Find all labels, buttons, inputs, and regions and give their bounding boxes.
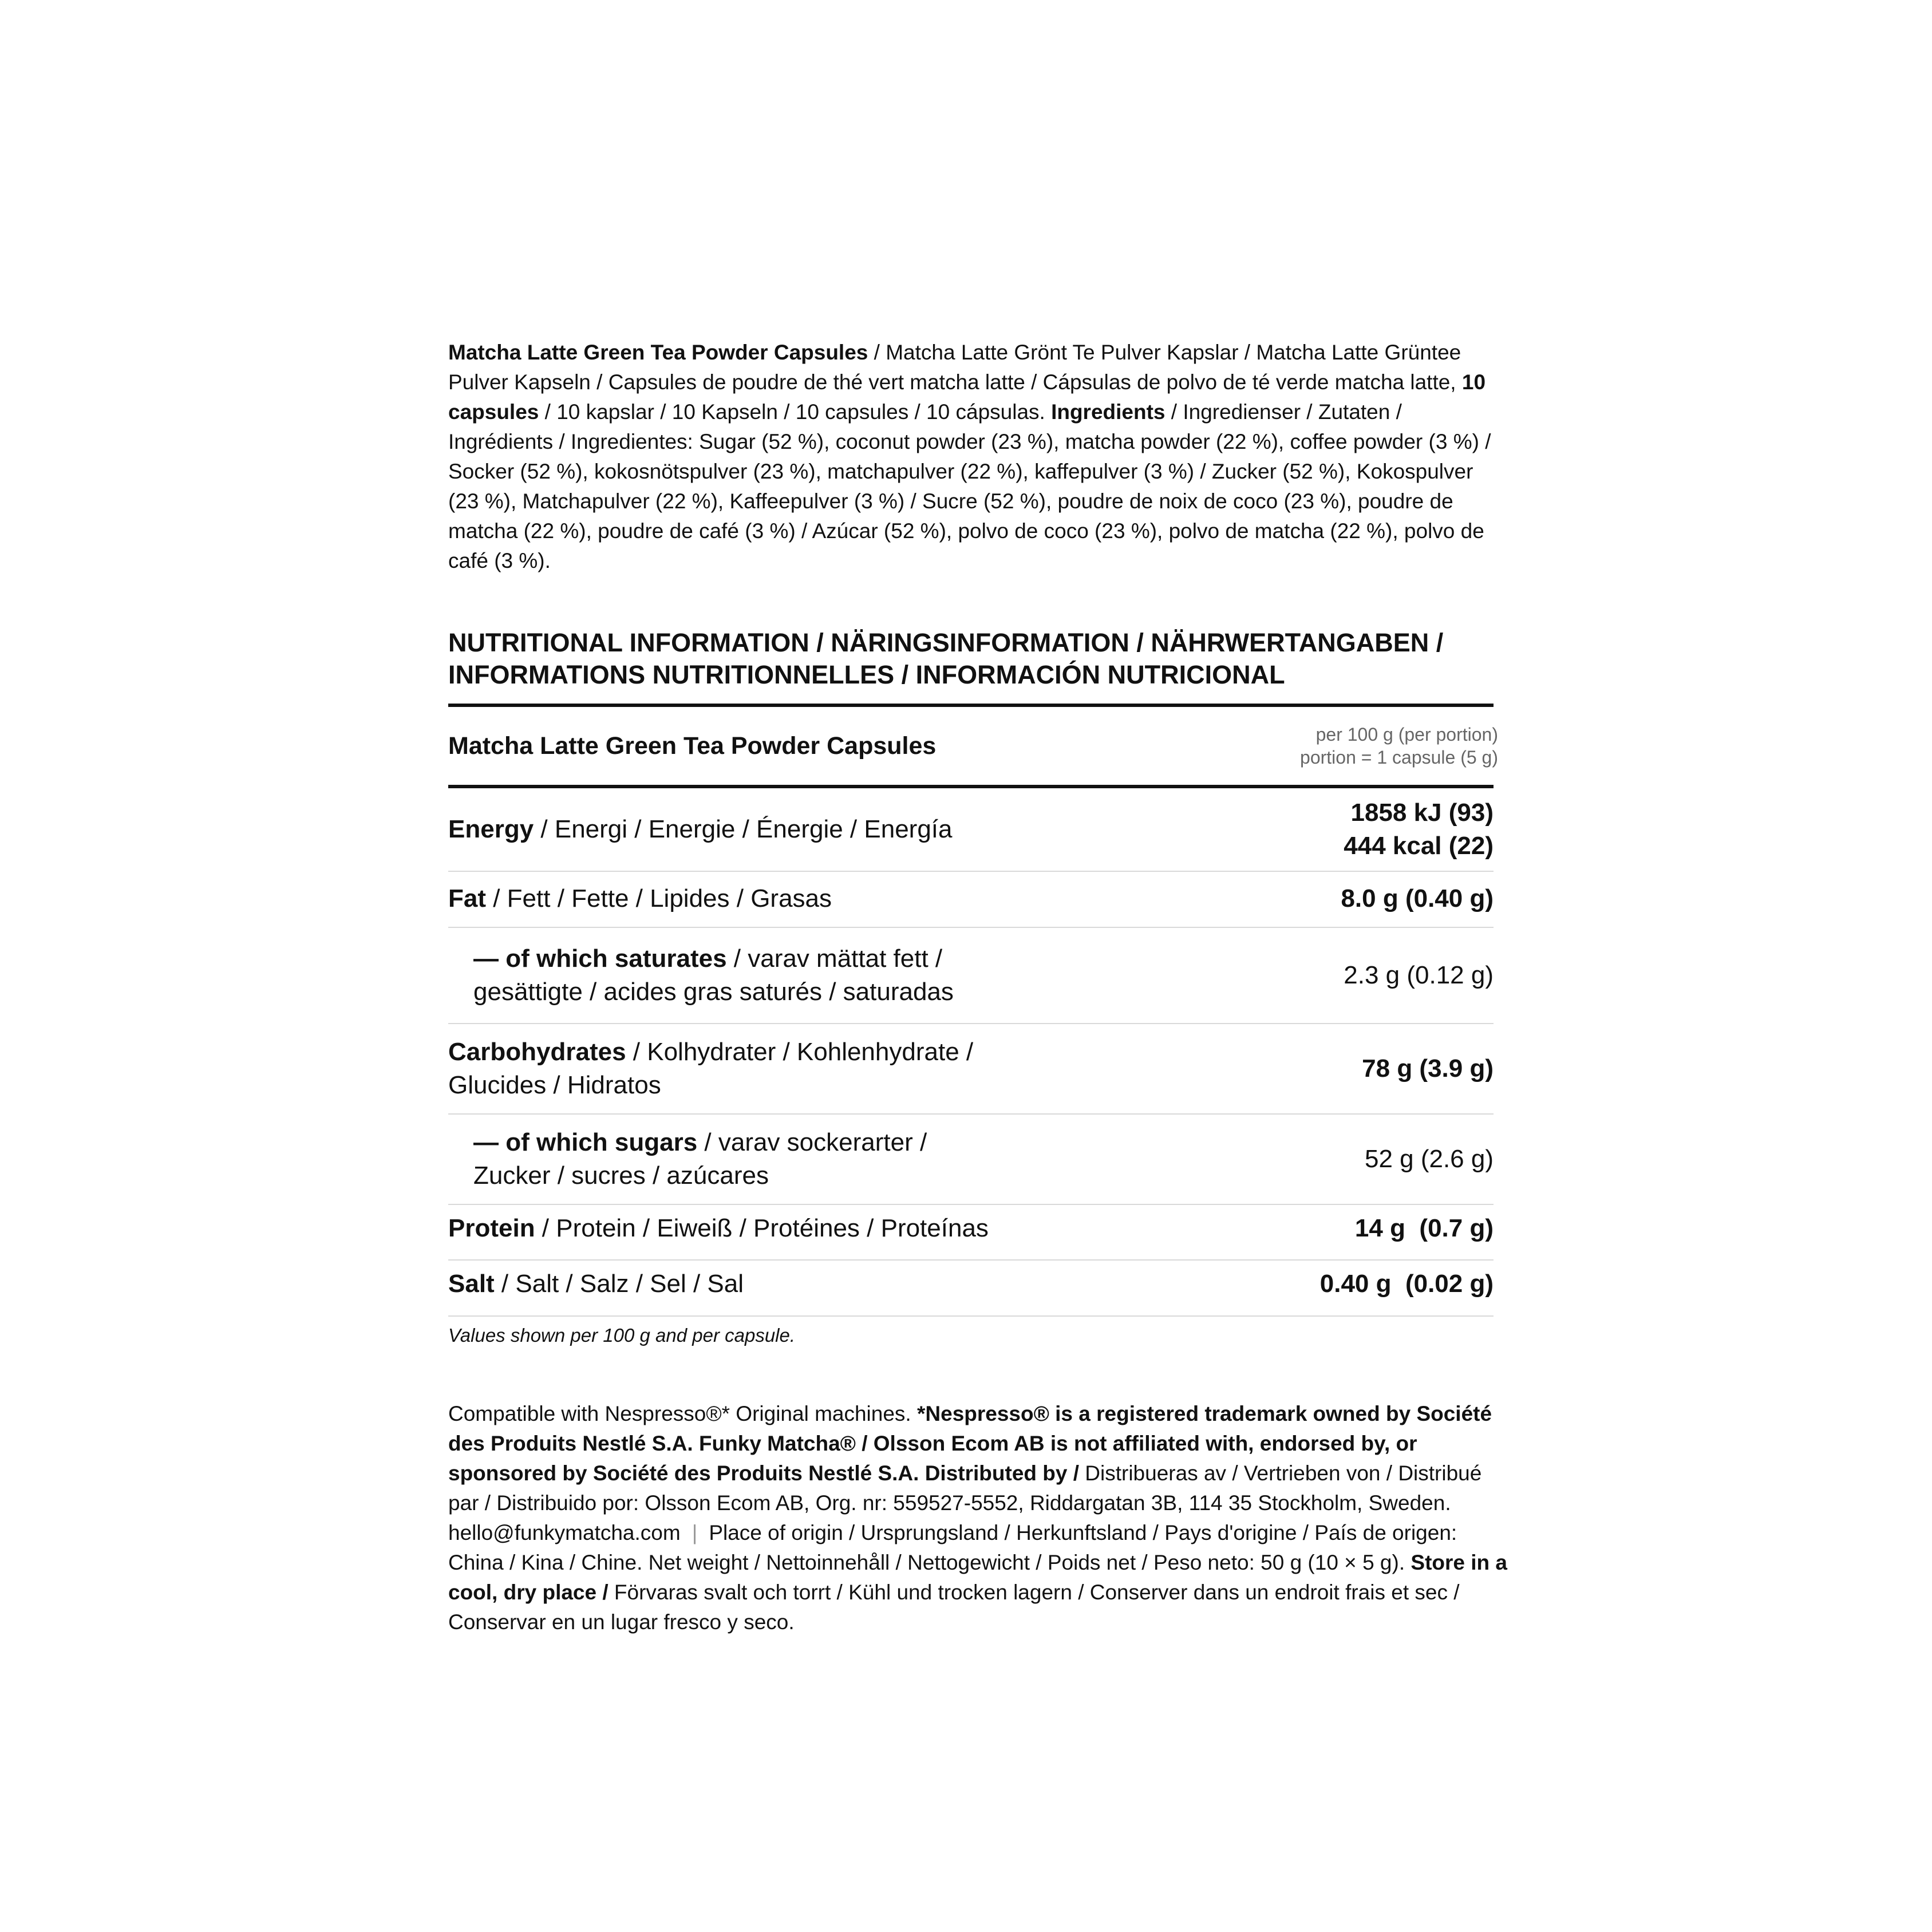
saturates-label [448, 942, 954, 1009]
product-description [448, 338, 1507, 576]
compatibility-text: Compatible with Nespresso®* Original machines. [448, 1402, 917, 1425]
origin-weight-text: Place of origin / Ursprungsland / Herkunftsland / Pays d'origine / País de origen: China / Kina / Chine. Net weight / Nettoinnehåll / Nettogewicht / Poids net / Peso neto: 50 g (10 × 5 g). [448, 1521, 1457, 1574]
protein-label-bold: Protein [448, 1214, 535, 1242]
nutrition-footnote: Values shown per 100 g and per capsule. [448, 1325, 796, 1346]
storage-translations: Förvaras svalt och torrt / Kühl und trocken lagern / Conserver dans un endroit frais et sec / Conservar en un lugar fresco y seco. [448, 1581, 1460, 1634]
ingredients-list: / Ingredienser / Zutaten / Ingrédients / Ingredientes: Sugar (52 %), coconut powder (23 %), matcha powder (22 %), coffee powder (3 %) / Socker (52 %), kokosnötspulver (23 %), matchapulver (22 %), kaffepulver (3 %) / Zucker (52 %), Kokospulver (23 %), Matchapulver (22 %), Kaffeepulver (3 %) / Sucre (52 %), poudre de noix de coco (23 %), poudre de matcha (22 %), poudre de café (3 %) / Azúcar (52 %), polvo de coco (23 %), polvo de matcha (22 %), polvo de café (3 %). [448, 400, 1491, 572]
energy-label [448, 813, 952, 846]
carbohydrates-label [448, 1036, 973, 1102]
nutrition-row-sugars [448, 1115, 1494, 1205]
saturates-label-bold: — of which saturates [473, 945, 727, 973]
nutrition-row-energy [448, 788, 1494, 872]
product-label [448, 338, 1507, 1637]
salt-value: 0.40 g (0.02 g) [1319, 1270, 1494, 1298]
nutrition-per-portion [1300, 723, 1498, 769]
energy-value-kcal: 444 kcal (22) [1344, 832, 1494, 860]
nutrition-row-saturates [448, 928, 1494, 1024]
carbohydrates-label-line2: Glucides / Hidratos [448, 1071, 661, 1099]
distributor-text: Distribueras av / Vertrieben von / Distribué par / Distribuido por: Olsson Ecom AB, Org. nr: 559527-5552, Riddargatan 3B, 114 35 Stockholm, Sweden. hello@funkymatcha.com [448, 1461, 1482, 1544]
saturates-label-rest: / varav mättat fett / [726, 945, 943, 973]
product-name-bold: Matcha Latte Green Tea Powder Capsules [448, 341, 868, 364]
protein-label [448, 1205, 989, 1245]
sugars-label-rest: / varav sockerarter / [697, 1128, 927, 1156]
carbohydrates-label-bold: Carbohydrates [448, 1038, 626, 1066]
energy-label-translations: / Energi / Energie / Énergie / Energía [534, 815, 953, 843]
nutrition-table-header [448, 707, 1498, 788]
fat-value: 8.0 g (0.40 g) [1341, 884, 1494, 912]
nutrition-row-protein [448, 1205, 1494, 1261]
nutrition-row-fat [448, 872, 1494, 928]
energy-value-kj: 1858 kJ (93) [1350, 799, 1494, 827]
separator: | [692, 1521, 698, 1544]
fat-label [448, 872, 832, 915]
sugars-label-line2: Zucker / sucres / azúcares [473, 1161, 769, 1190]
nutrition-title-line1: NUTRITIONAL INFORMATION / NÄRINGSINFORMATION / NÄHRWERTANGABEN / [448, 628, 1444, 657]
trademark-notice: *Nespresso® is a registered trademark owned by Société des Produits Nestlé S.A. Funky Matcha® / Olsson Ecom AB is not affiliated with, endorsed by, or sponsored by Société des Produits Nestlé S.A. Distributed by / [448, 1402, 1492, 1485]
legal-text [448, 1399, 1507, 1637]
protein-value: 14 g (0.7 g) [1354, 1214, 1494, 1242]
salt-label-bold: Salt [448, 1270, 495, 1298]
carbohydrates-value: 78 g (3.9 g) [1362, 1054, 1494, 1082]
protein-label-translations: / Protein / Eiweiß / Protéines / Proteínas [535, 1214, 989, 1242]
nutrition-row-carbohydrates [448, 1024, 1494, 1115]
salt-label-translations: / Salt / Salz / Sel / Sal [494, 1270, 744, 1298]
saturates-label-line2: gesättigte / acides gras saturés / saturadas [473, 978, 954, 1006]
energy-label-bold: Energy [448, 815, 534, 843]
sugars-label-bold: — of which sugars [473, 1128, 698, 1156]
ingredients-heading: Ingredients [1051, 400, 1165, 424]
fat-label-translations: / Fett / Fette / Lipides / Grasas [486, 884, 832, 912]
saturates-value: 2.3 g (0.12 g) [1344, 961, 1494, 989]
product-name-translations: / Matcha Latte Grönt Te Pulver Kapslar / Matcha Latte Grüntee Pulver Kapseln / Capsules de poudre de thé vert matcha latte / Cápsulas de polvo de té verde matcha latte, [448, 341, 1462, 394]
storage-heading: Store in a cool, dry place / [448, 1551, 1507, 1604]
nutrition-title-line2: INFORMATIONS NUTRITIONNELLES / INFORMACIÓN NUTRICIONAL [448, 660, 1285, 689]
portion-size-label: portion = 1 capsule (5 g) [1300, 747, 1498, 768]
nutrition-product-name: Matcha Latte Green Tea Powder Capsules [448, 732, 937, 760]
nutrition-title [448, 627, 1507, 691]
energy-value [1344, 796, 1494, 863]
salt-label [448, 1261, 744, 1301]
carbohydrates-label-rest: / Kolhydrater / Kohlenhydrate / [626, 1038, 974, 1066]
sugars-value: 52 g (2.6 g) [1364, 1145, 1494, 1173]
carbohydrates-label-line1 [448, 1036, 973, 1069]
capsule-count-translations: / 10 kapslar / 10 Kapseln / 10 capsules / 10 cápsulas. [539, 400, 1052, 424]
per-100g-label: per 100 g (per portion) [1315, 724, 1498, 745]
sugars-label [448, 1126, 927, 1192]
nutrition-table [448, 704, 1498, 1317]
capsule-count-bold: 10 capsules [448, 370, 1486, 424]
sugars-label-line1 [473, 1126, 927, 1159]
saturates-label-line1 [473, 942, 954, 975]
fat-label-bold: Fat [448, 884, 486, 912]
nutrition-row-salt [448, 1261, 1494, 1317]
